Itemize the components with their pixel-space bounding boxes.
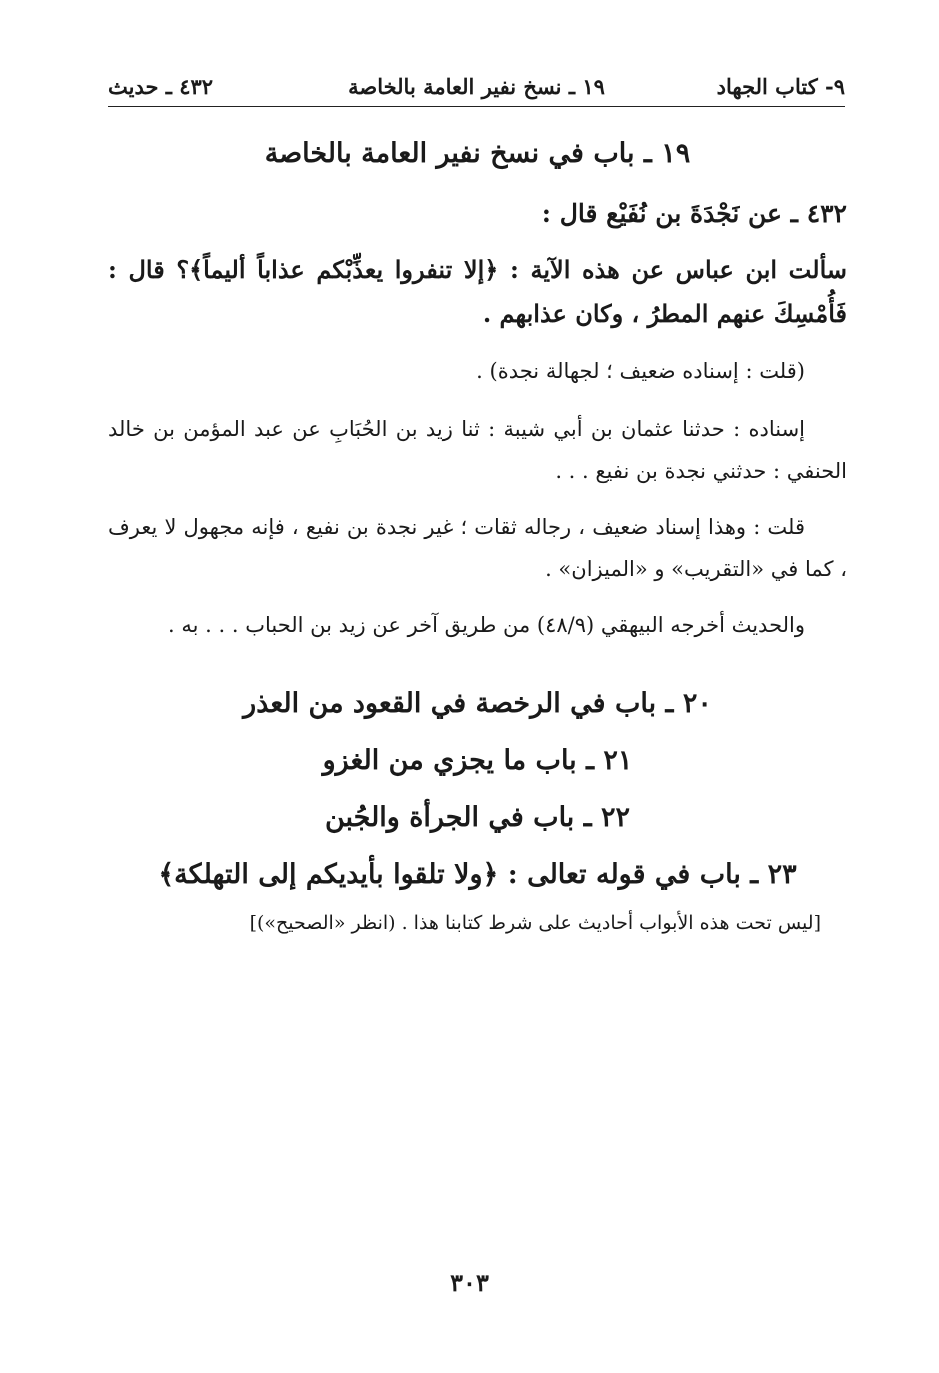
header-chapter-title: ١٩ ـ نسخ نفير العامة بالخاصة bbox=[348, 74, 605, 99]
hadith-title: ٤٣٢ ـ عن نَجْدَةَ بن نُفَيْع قال : bbox=[541, 199, 847, 228]
hadith-text: سألت ابن عباس عن هذه الآية : ﴿إلا تنفروا يعذِّبْكم عذاباً أليماً﴾؟ قال : فَأُمْسِكَ عنهم المطرُ ، وكان عذابهم . bbox=[108, 255, 847, 328]
chapter-23-title: ٢٣ ـ باب في قوله تعالى : ﴿ولا تلقوا بأيديكم إلى التهلكة﴾ bbox=[158, 859, 797, 890]
running-header bbox=[108, 62, 845, 107]
page-body bbox=[108, 130, 847, 934]
commentary-text: قلت : وهذا إسناد ضعيف ، رجاله ثقات ؛ غير نجدة بن نفيع ، فإنه مجهول لا يعرف ، كما في «التقريب» و «الميزان» . bbox=[108, 515, 847, 581]
isnad-text: إسناده : حدثنا عثمان بن أبي شيبة : ثنا زيد بن الحُبَابِ عن عبد المؤمن بن خالد الحنفي : حدثني نجدة بن نفيع . . . bbox=[108, 417, 847, 483]
editor-note: [ليس تحت هذه الأبواب أحاديث على شرط كتابنا هذا . (انظر «الصحيح»)] bbox=[249, 912, 821, 934]
chapter-20-title: ٢٠ ـ باب في الرخصة في القعود من العذر bbox=[243, 688, 712, 719]
grading-text: (قلت : إسناده ضعيف ؛ لجهالة نجدة) . bbox=[476, 359, 805, 383]
section-19-title: ١٩ ـ باب في نسخ نفير العامة بالخاصة bbox=[264, 138, 691, 169]
page-number: ٣٠٣ bbox=[450, 1268, 489, 1297]
header-hadith-ref: ٤٣٢ ـ حديث bbox=[108, 74, 214, 99]
chapter-21-title: ٢١ ـ باب ما يجزي من الغزو bbox=[322, 745, 633, 776]
header-book-title: ٩- كتاب الجهاد bbox=[716, 74, 845, 99]
takhrij-text: والحديث أخرجه البيهقي (٤٨/٩) من طريق آخر عن زيد بن الحباب . . . به . bbox=[168, 613, 805, 637]
chapter-22-title: ٢٢ ـ باب في الجرأة والجُبن bbox=[324, 802, 631, 833]
